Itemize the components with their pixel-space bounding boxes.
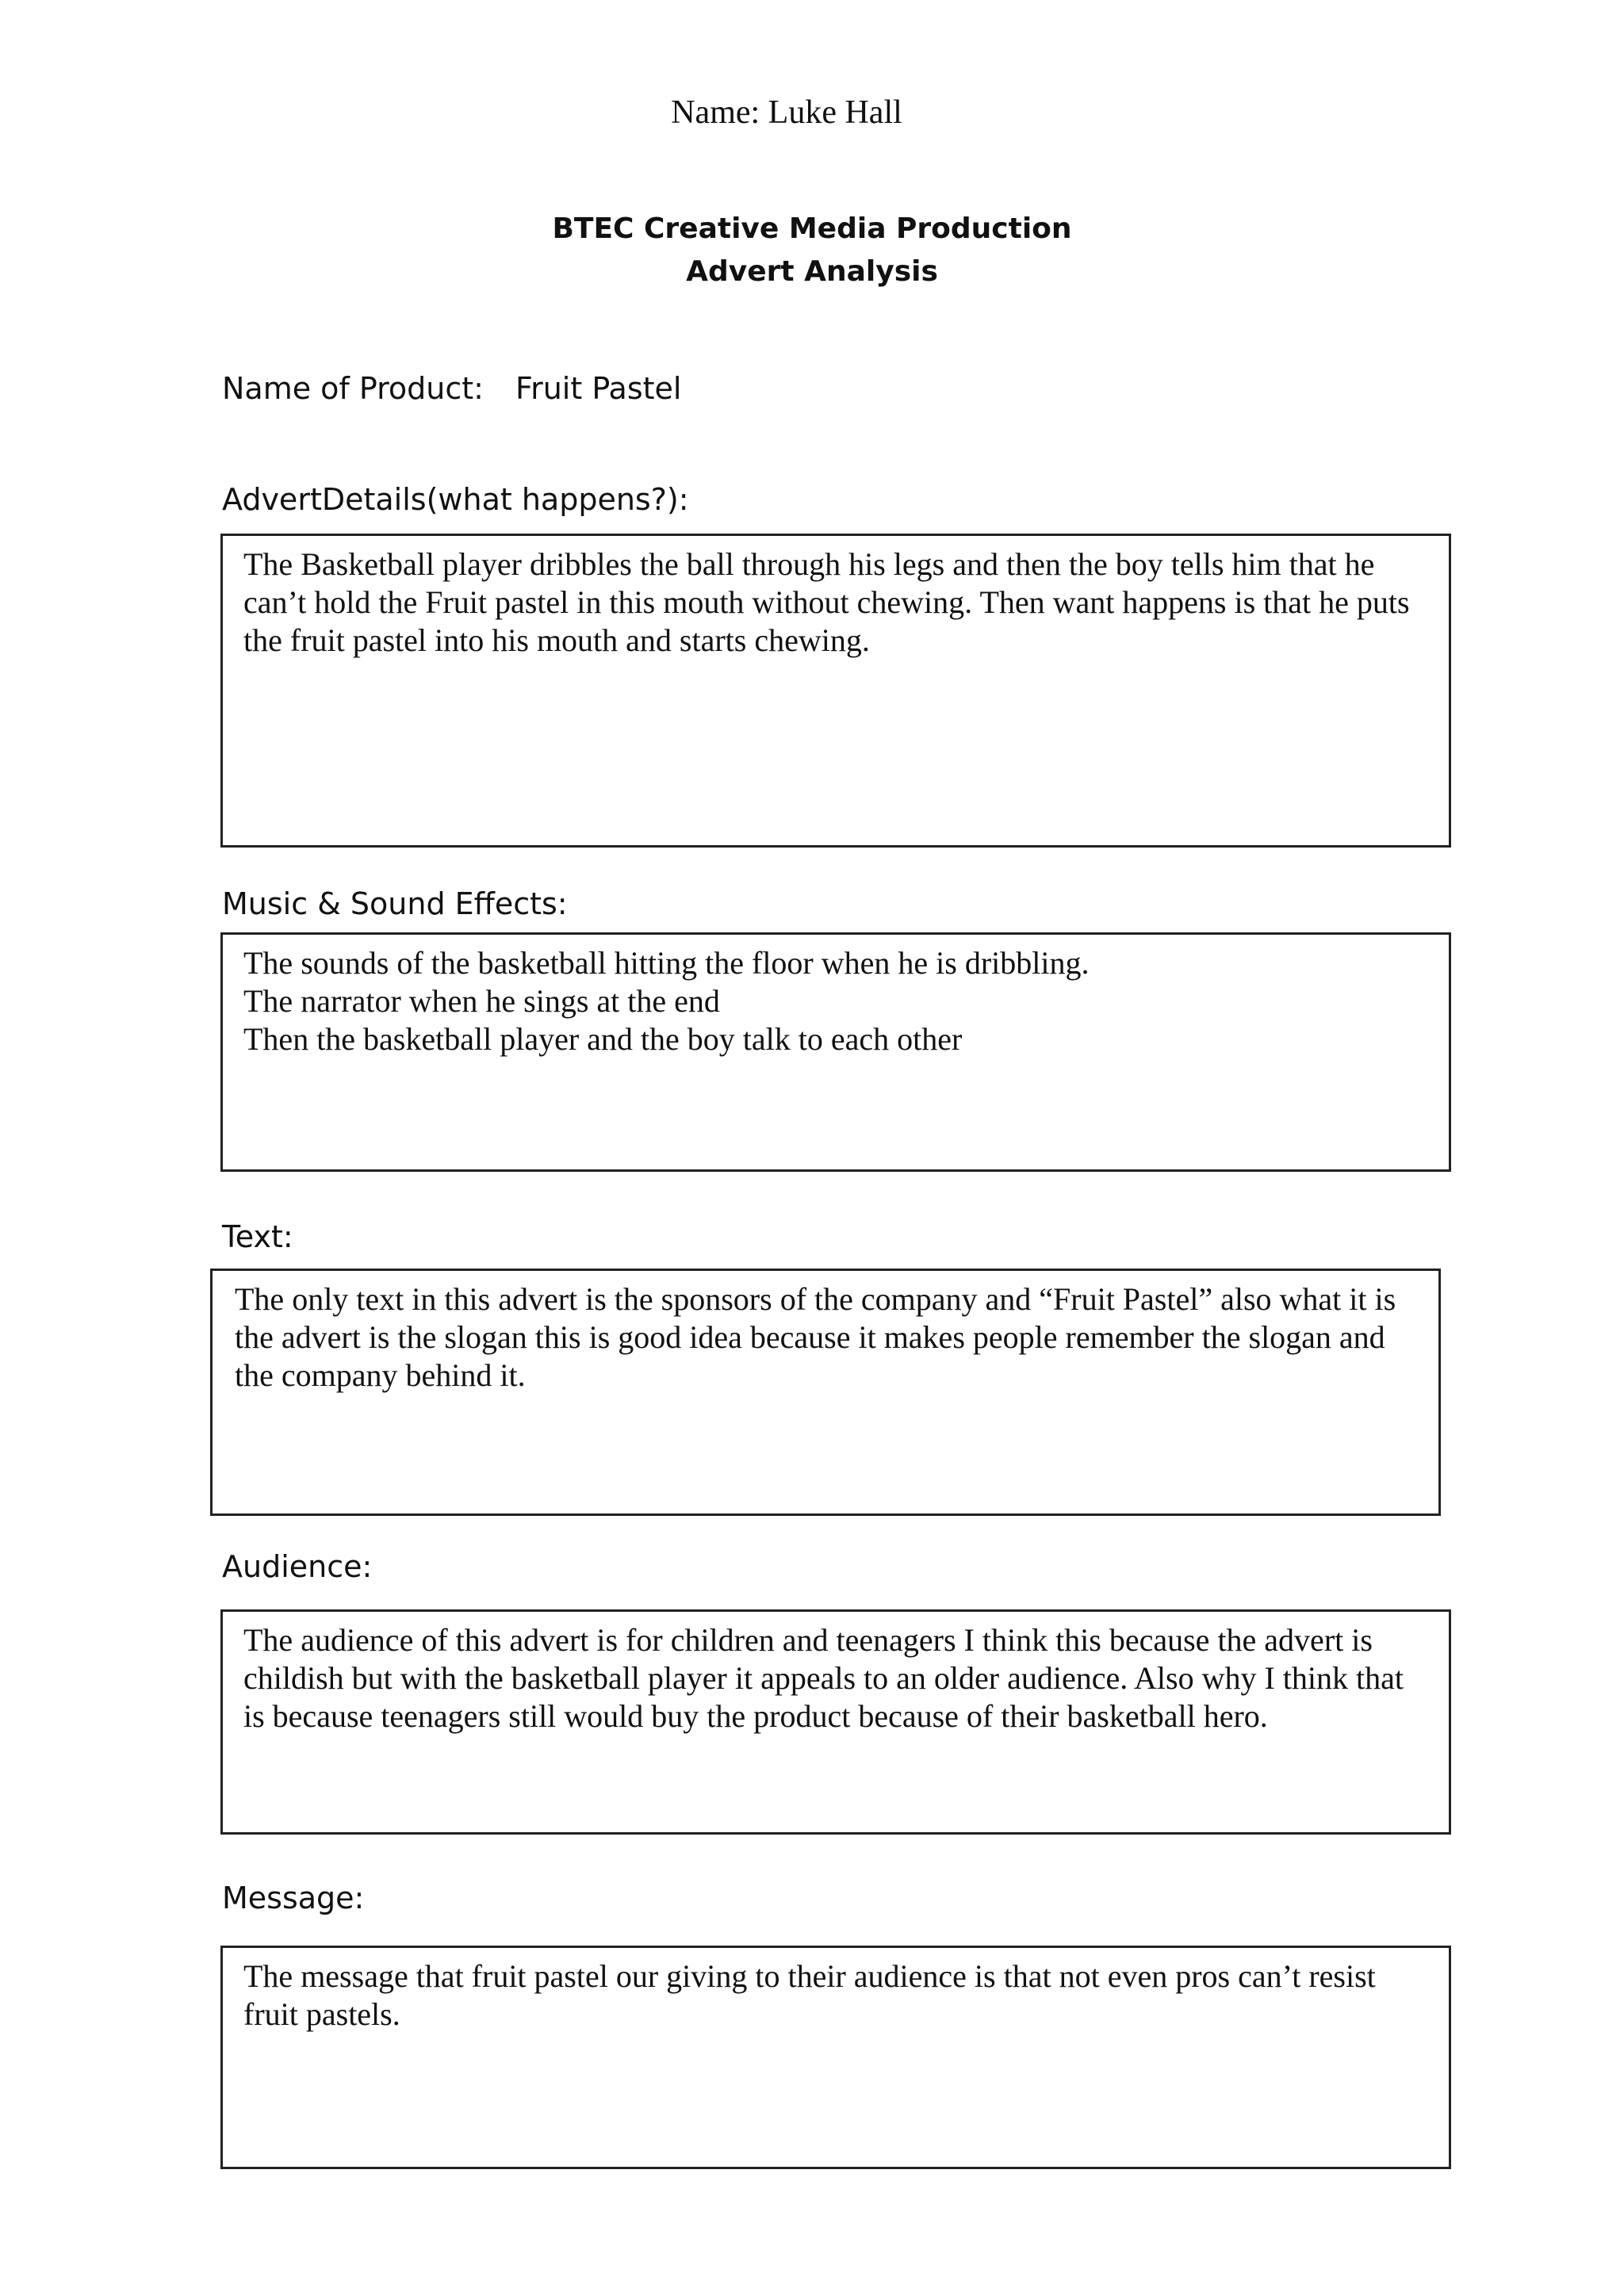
document-title: Advert Analysis <box>686 255 938 288</box>
audience-label: Audience: <box>222 1549 373 1584</box>
course-title: BTEC Creative Media Production <box>552 212 1072 245</box>
product-name-label: Name of Product: <box>222 371 484 406</box>
music-sound-box[interactable]: The sounds of the basketball hitting the floor when he is dribbling. The narrator when he sings at the end Then the basketball player and the boy talk to each other <box>220 932 1451 1172</box>
message-label: Message: <box>222 1881 365 1915</box>
product-name-value: Fruit Pastel <box>515 371 682 406</box>
student-name: Name: Luke Hall <box>671 94 902 131</box>
text-section-box[interactable]: The only text in this advert is the sponsors of the company and “Fruit Pastel” also what it is the advert is the slogan this is good idea because it makes people remember the slogan and the company behind it. <box>210 1269 1441 1516</box>
audience-box[interactable]: The audience of this advert is for children and teenagers I think this because the advert is childish but with the basketball player it appeals to an older audience. Also why I think that is because teenagers still would buy the product because of their basketball hero. <box>220 1609 1451 1835</box>
music-sound-label: Music & Sound Effects: <box>222 886 568 921</box>
message-box[interactable]: The message that fruit pastel our giving to their audience is that not even pros can’t resist fruit pastels. <box>220 1946 1451 2169</box>
advert-details-label: AdvertDetails(what happens?): <box>222 482 689 517</box>
text-section-label: Text: <box>222 1219 293 1254</box>
advert-details-box[interactable]: The Basketball player dribbles the ball through his legs and then the boy tells him that he can’t hold the Fruit pastel in this mouth without chewing. Then want happens is that he puts the fruit pastel into his mouth and starts chewing. <box>220 534 1451 848</box>
